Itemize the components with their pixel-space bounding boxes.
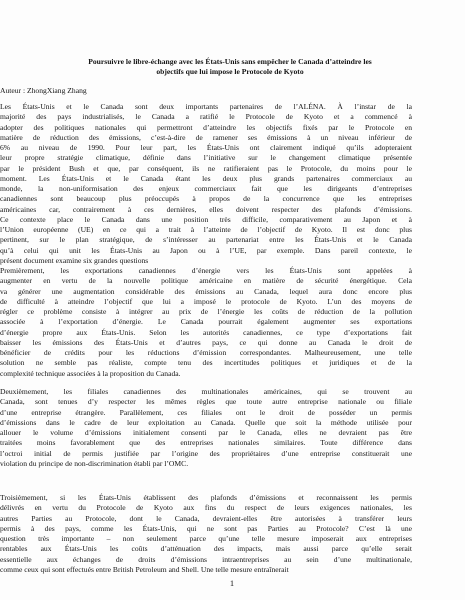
text-line: régler ce problème consiste à intégrer au prix de l’énergie les coûts de réduction de la pollution [0, 307, 412, 316]
text-line: augmenter en vertu de la nouvelle politique américaine en matière de sécurité énergétique. Cela [0, 276, 412, 286]
text-line: d’une entreprise étrangère. Parallèlement, ces filiales ont le droit de posséder un permis [0, 407, 412, 417]
text-line: comme ceux qui sont effectués entre British Petroleum and Shell. Une telle mesure entraînerait [0, 564, 289, 574]
text-line: question très importante – non seulement parce qu’une telle mesure imposerait aux entreprises [0, 534, 412, 543]
title-line: objectifs que lui impose le Protocole de Kyoto [156, 67, 304, 76]
text-line: rentables aux États-Unis les coûts d’atténuation des impacts, mais aussi parce qu’elle serait [0, 544, 412, 554]
text-line: permis à des pays, comme les États-Unis, qui ne sont pas Parties au Protocole? C’est là une [0, 523, 412, 533]
text-line: solution ne semble pas réaliste, compte tenu des incertitudes politiques et juridiques et de la [0, 358, 412, 368]
paragraph-intro [0, 102, 412, 266]
text-line: Canada, sont tenues d’y respecter les mêmes règles que toute autre entreprise nationale ou filiale [0, 397, 412, 407]
text-line: complexité technique associées à la proposition du Canada. [0, 368, 181, 378]
text-line: américaines car, contrairement à ces dernières, elles doivent respecter des plafonds d’émissions. [0, 204, 412, 214]
text-line: Les États-Unis et le Canada sont deux importants partenaires de l’ALÉNA. À l’instar de la [0, 102, 412, 111]
paragraph-second-issue [0, 387, 412, 469]
text-line: violation du principe de non-discrimination établi par l’OMC. [0, 458, 189, 468]
text-line: Premièrement, les exportations canadiennes d’énergie vers les États-Unis sont appelées à [0, 266, 412, 275]
text-line: Deuxièmement, les filiales canadiennes des multinationales américaines, qui se trouvent au [0, 387, 412, 396]
text-line: matière de réduction des émissions, c’est-à-dire de ramener ses émissions à un niveau inférieur de [0, 132, 412, 142]
text-line: d’énergie propre aux États-Unis. Selon les autorités canadiennes, ce type d’exportations fait [0, 327, 412, 337]
author-line: Auteur : ZhongXiang Zhang [0, 86, 87, 95]
text-line: monde, la non-uniformisation des enjeux commerciaux fait que les dirigeants d’entreprises [0, 184, 412, 193]
text-line: autres Parties au Protocole, dont le Canada, devraient-elles être autorisées à transférer leurs [0, 513, 412, 523]
page-number: 1 [229, 578, 235, 588]
text-line: associée à l’exportation d’énergie. Le Canada pourrait également augmenter ses exportations [0, 317, 412, 327]
text-line: présent document examine six grandes questions [0, 255, 149, 265]
text-line: baisser les émissions des États-Unis et d’autres pays, ce qui donne au Canada le droit de [0, 337, 412, 347]
text-line: pertinent, sur le plan stratégique, de s’intéresser au partenariat entre les États-Unis et le Canada [0, 235, 412, 245]
text-line: traitées moins favorablement que des entreprises nationales similaires. Toute différence dans [0, 438, 412, 448]
text-line: leur propre stratégie climatique, définie dans l’initiative sur le changement climatique présentée [0, 153, 412, 163]
text-line: canadiennes sont beaucoup plus préoccupés à propos de la concurrence que les entreprises [0, 194, 412, 204]
text-line: 6% au niveau de 1990. Pour leur part, les États-Unis ont clairement indiqué qu’ils adopteraient [0, 143, 412, 152]
paragraph-third-issue [0, 493, 412, 575]
text-line: allouer le volume d’émissions initialement consenti par le Canada, elles ne devraient pas être [0, 428, 412, 437]
text-line: l’octroi initial de permis justifiée par l’origine des propriétaires d’une entreprise constituerait une [0, 448, 412, 458]
text-line: Troisièmement, si les États-Unis établissent des plafonds d’émissions et reconnaissent les permis [0, 493, 412, 502]
text-line: moment. Les États-Unis et le Canada étant les deux plus grands partenaires commerciaux au [0, 173, 412, 183]
text-line: qu’à celui qui unit les États-Unis au Japon ou à l’UE, par exemple. Dans pareil contexte, le [0, 245, 412, 255]
text-line: de difficulté à atteindre l’objectif que lui a imposé le protocole de Kyoto. L’un des moyens de [0, 296, 412, 306]
text-line: par le président Bush et que, par conséquent, ils ne ratifieraient pas le Protocole, du moins pour le [0, 163, 412, 173]
text-line: délivrés en vertu du Protocole de Kyoto aux fins du respect de leurs exigences nationales, les [0, 503, 412, 513]
title-line: Poursuivre le libre-échange avec les États-Unis sans empêcher le Canada d’atteindre les [88, 57, 372, 66]
text-line: d’émissions dans le cadre de leur exploitation au Canada. Quelle que soit la méthode utilisée pour [0, 417, 412, 427]
paragraph-first-issue [0, 266, 412, 379]
document-title [44, 57, 416, 77]
text-line: va générer une augmentation considérable des émissions au Canada, lequel aura donc encore plus [0, 286, 412, 296]
text-line: Ce contexte place le Canada dans une position très difficile, comparativement au Japon et à [0, 214, 412, 224]
text-line: adopter des politiques nationales qui permettront d’atteindre les objectifs fixés par le Protocole en [0, 122, 412, 132]
text-line: bénéficier de crédits pour les réductions d’émission correspondantes. Malheureusement, une telle [0, 348, 412, 357]
text-line: l’Union européenne (UE) en ce qui a trait à l’atteinte de l’objectif de Kyoto. Il est donc plus [0, 225, 412, 234]
text-line: essentielle aux échanges de droits d’émissions intraentreprises au sein d’une multinationale, [0, 554, 412, 564]
text-line: majorité des pays industrialisés, le Canada a ratifié le Protocole de Kyoto et a commencé à [0, 112, 412, 122]
